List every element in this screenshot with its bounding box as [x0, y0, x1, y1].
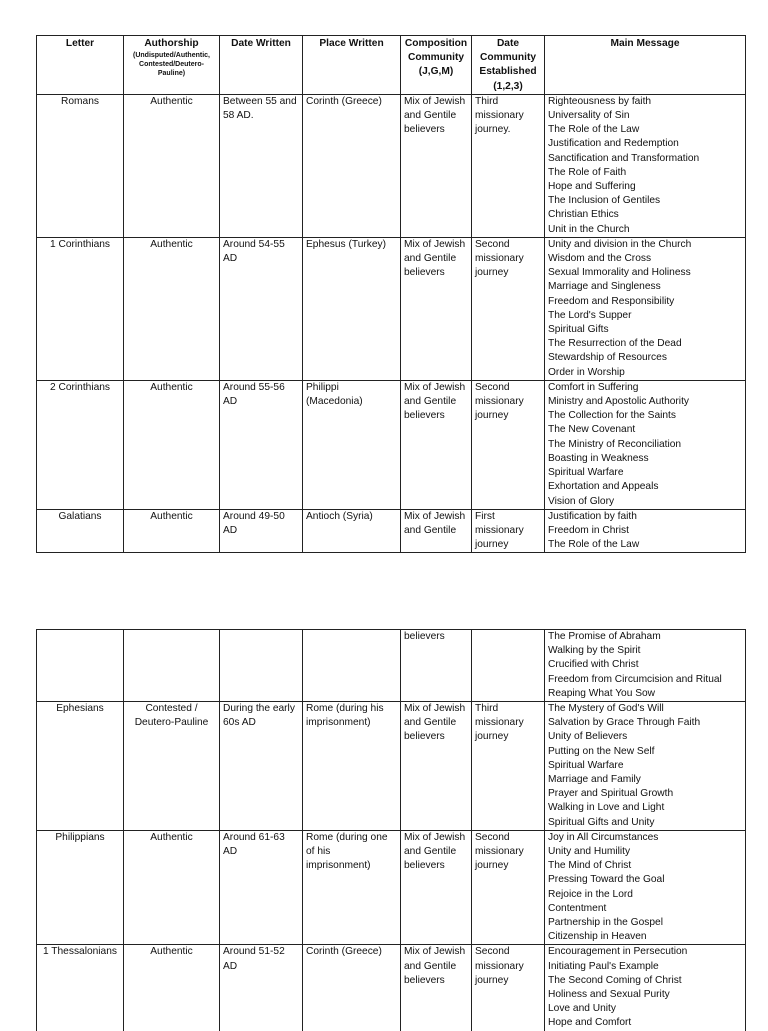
- header-composition-community: Composition Community (J,G,M): [401, 36, 472, 95]
- cell-letter: [37, 630, 124, 702]
- cell-letter: 2 Corinthians: [37, 380, 124, 509]
- header-authorship-subtitle: (Undisputed/Authentic, Contested/Deutero-Pauline): [133, 52, 210, 78]
- message-item: Sanctification and Transformation: [548, 152, 700, 164]
- cell-authorship: Authentic: [124, 237, 220, 380]
- cell-main-message: [545, 830, 746, 945]
- message-item: Sexual Immorality and Holiness: [548, 267, 691, 279]
- message-item: The New Covenant: [548, 424, 636, 436]
- cell-main-message: [545, 237, 746, 380]
- cell-date-written: Around 61-63 AD: [220, 830, 303, 945]
- message-item: Comfort in Suffering: [548, 381, 639, 393]
- message-item: Reaping What You Sow: [548, 687, 656, 699]
- message-item: Unity of Believers: [548, 731, 628, 743]
- table-row: [37, 94, 746, 237]
- message-item: Contentment: [548, 902, 607, 914]
- table-row: [37, 702, 746, 831]
- message-item: Marriage and Family: [548, 774, 641, 786]
- cell-main-message: [545, 702, 746, 831]
- cell-place-written: Ephesus (Turkey): [303, 237, 401, 380]
- cell-date-established: [472, 630, 545, 702]
- message-item: Prayer and Spiritual Growth: [548, 788, 674, 800]
- message-item: Righteousness by faith: [548, 95, 652, 107]
- message-item: Boasting in Weakness: [548, 452, 649, 464]
- cell-main-message: [545, 630, 746, 702]
- cell-composition: Mix of Jewish and Gentile believers: [401, 830, 472, 945]
- message-item: Partnership in the Gospel: [548, 917, 663, 929]
- message-item: The Mystery of God's Will: [548, 703, 664, 715]
- header-authorship-title: Authorship: [144, 38, 199, 49]
- cell-date-written: During the early 60s AD: [220, 702, 303, 831]
- cell-date-written: Around 51-52 AD: [220, 945, 303, 1031]
- message-item: The Ministry of Reconciliation: [548, 438, 682, 450]
- header-main-message: Main Message: [545, 36, 746, 95]
- header-place-written: Place Written: [303, 36, 401, 95]
- message-item: Rejoice in the Lord: [548, 888, 633, 900]
- letters-table-part-2: [36, 629, 746, 1031]
- message-item: Salvation by Grace Through Faith: [548, 717, 701, 729]
- cell-main-message: [545, 509, 746, 553]
- cell-main-message: [545, 945, 746, 1031]
- message-item: Stewardship of Resources: [548, 352, 667, 364]
- message-item: Unity and division in the Church: [548, 238, 692, 250]
- cell-authorship: Contested / Deutero-Pauline: [124, 702, 220, 831]
- cell-composition: Mix of Jewish and Gentile believers: [401, 237, 472, 380]
- header-row: [37, 36, 746, 95]
- header-date-written: Date Written: [220, 36, 303, 95]
- cell-authorship: [124, 630, 220, 702]
- table-row: [37, 830, 746, 945]
- table-row: [37, 509, 746, 553]
- cell-composition: Mix of Jewish and Gentile believers: [401, 94, 472, 237]
- message-item: Wisdom and the Cross: [548, 253, 652, 265]
- message-item: Universality of Sin: [548, 110, 630, 122]
- cell-place-written: Antioch (Syria): [303, 509, 401, 553]
- cell-authorship: Authentic: [124, 380, 220, 509]
- message-item: Crucified with Christ: [548, 659, 639, 671]
- cell-authorship: Authentic: [124, 945, 220, 1031]
- message-item: Justification by faith: [548, 510, 637, 522]
- cell-date-written: [220, 630, 303, 702]
- cell-place-written: Rome (during his imprisonment): [303, 702, 401, 831]
- cell-date-established: Third missionary journey: [472, 702, 545, 831]
- cell-place-written: Rome (during one of his imprisonment): [303, 830, 401, 945]
- message-item: Encouragement in Persecution: [548, 946, 688, 958]
- message-item: Vision of Glory: [548, 495, 615, 507]
- cell-authorship: Authentic: [124, 94, 220, 237]
- message-item: Unit in the Church: [548, 223, 630, 235]
- cell-place-written: Corinth (Greece): [303, 945, 401, 1031]
- cell-authorship: Authentic: [124, 830, 220, 945]
- message-item: Spiritual Gifts and Unity: [548, 816, 655, 828]
- message-item: Citizenship in Heaven: [548, 931, 647, 943]
- header-authorship: [124, 36, 220, 95]
- message-item: Love and Unity: [548, 1003, 616, 1015]
- cell-composition: Mix of Jewish and Gentile believers: [401, 945, 472, 1031]
- message-item: The Promise of Abraham: [548, 631, 661, 642]
- message-item: The Role of Faith: [548, 166, 627, 178]
- message-item: Justification and Redemption: [548, 138, 679, 150]
- cell-place-written: Corinth (Greece): [303, 94, 401, 237]
- cell-letter: Philippians: [37, 830, 124, 945]
- table-row: [37, 380, 746, 509]
- message-item: Pressing Toward the Goal: [548, 874, 665, 886]
- cell-date-established: First missionary journey: [472, 509, 545, 553]
- message-item: The Mind of Christ: [548, 860, 632, 872]
- message-item: The Resurrection of the Dead: [548, 338, 682, 350]
- message-item: Initiating Paul's Example: [548, 960, 659, 972]
- cell-date-written: Around 49-50 AD: [220, 509, 303, 553]
- message-item: Joy in All Circumstances: [548, 831, 659, 843]
- message-item: Marriage and Singleness: [548, 281, 661, 293]
- header-date-established: Date Community Established (1,2,3): [472, 36, 545, 95]
- cell-date-established: Second missionary journey: [472, 237, 545, 380]
- cell-place-written: Philippi (Macedonia): [303, 380, 401, 509]
- message-item: Hope and Suffering: [548, 181, 636, 193]
- message-item: Spiritual Warfare: [548, 467, 624, 479]
- cell-place-written: [303, 630, 401, 702]
- cell-letter: Galatians: [37, 509, 124, 553]
- cell-date-written: Around 54-55 AD: [220, 237, 303, 380]
- message-item: Walking in Love and Light: [548, 802, 665, 814]
- message-item: Exhortation and Appeals: [548, 481, 659, 493]
- message-item: Holiness and Sexual Purity: [548, 989, 670, 1001]
- message-item: Hope and Comfort: [548, 1017, 632, 1029]
- message-item: The Lord's Supper: [548, 309, 632, 321]
- cell-date-established: Third missionary journey.: [472, 94, 545, 237]
- message-item: Christian Ethics: [548, 209, 619, 221]
- message-item: The Role of the Law: [548, 539, 640, 551]
- cell-composition: Mix of Jewish and Gentile believers: [401, 380, 472, 509]
- message-item: The Inclusion of Gentiles: [548, 195, 661, 207]
- message-item: The Second Coming of Christ: [548, 974, 682, 986]
- header-letter: Letter: [37, 36, 124, 95]
- message-item: Freedom in Christ: [548, 524, 629, 536]
- table-row: [37, 630, 746, 702]
- message-item: The Role of the Law: [548, 124, 640, 136]
- message-item: Order in Worship: [548, 366, 625, 378]
- cell-composition: Mix of Jewish and Gentile: [401, 509, 472, 553]
- cell-letter: Romans: [37, 94, 124, 237]
- cell-composition: Mix of Jewish and Gentile believers: [401, 702, 472, 831]
- letters-table-part-1: [36, 35, 746, 553]
- cell-date-written: Around 55-56 AD: [220, 380, 303, 509]
- cell-date-established: Second missionary journey: [472, 830, 545, 945]
- message-item: Spiritual Warfare: [548, 759, 624, 771]
- cell-letter: 1 Thessalonians: [37, 945, 124, 1031]
- cell-main-message: [545, 94, 746, 237]
- message-item: Putting on the New Self: [548, 745, 655, 757]
- cell-date-established: Second missionary journey: [472, 945, 545, 1031]
- cell-date-written: Between 55 and 58 AD.: [220, 94, 303, 237]
- message-item: Spiritual Gifts: [548, 324, 609, 336]
- message-item: Freedom and Responsibility: [548, 295, 675, 307]
- cell-main-message: [545, 380, 746, 509]
- cell-letter: 1 Corinthians: [37, 237, 124, 380]
- message-item: The Collection for the Saints: [548, 410, 676, 422]
- message-item: Walking by the Spirit: [548, 645, 641, 657]
- message-item: Ministry and Apostolic Authority: [548, 396, 689, 408]
- table-row: [37, 945, 746, 1031]
- message-item: Unity and Humility: [548, 846, 631, 858]
- table-row: [37, 237, 746, 380]
- cell-composition: believers: [401, 630, 472, 702]
- cell-authorship: Authentic: [124, 509, 220, 553]
- cell-date-established: Second missionary journey: [472, 380, 545, 509]
- message-item: Freedom from Circumcision and Ritual: [548, 673, 722, 685]
- cell-letter: Ephesians: [37, 702, 124, 831]
